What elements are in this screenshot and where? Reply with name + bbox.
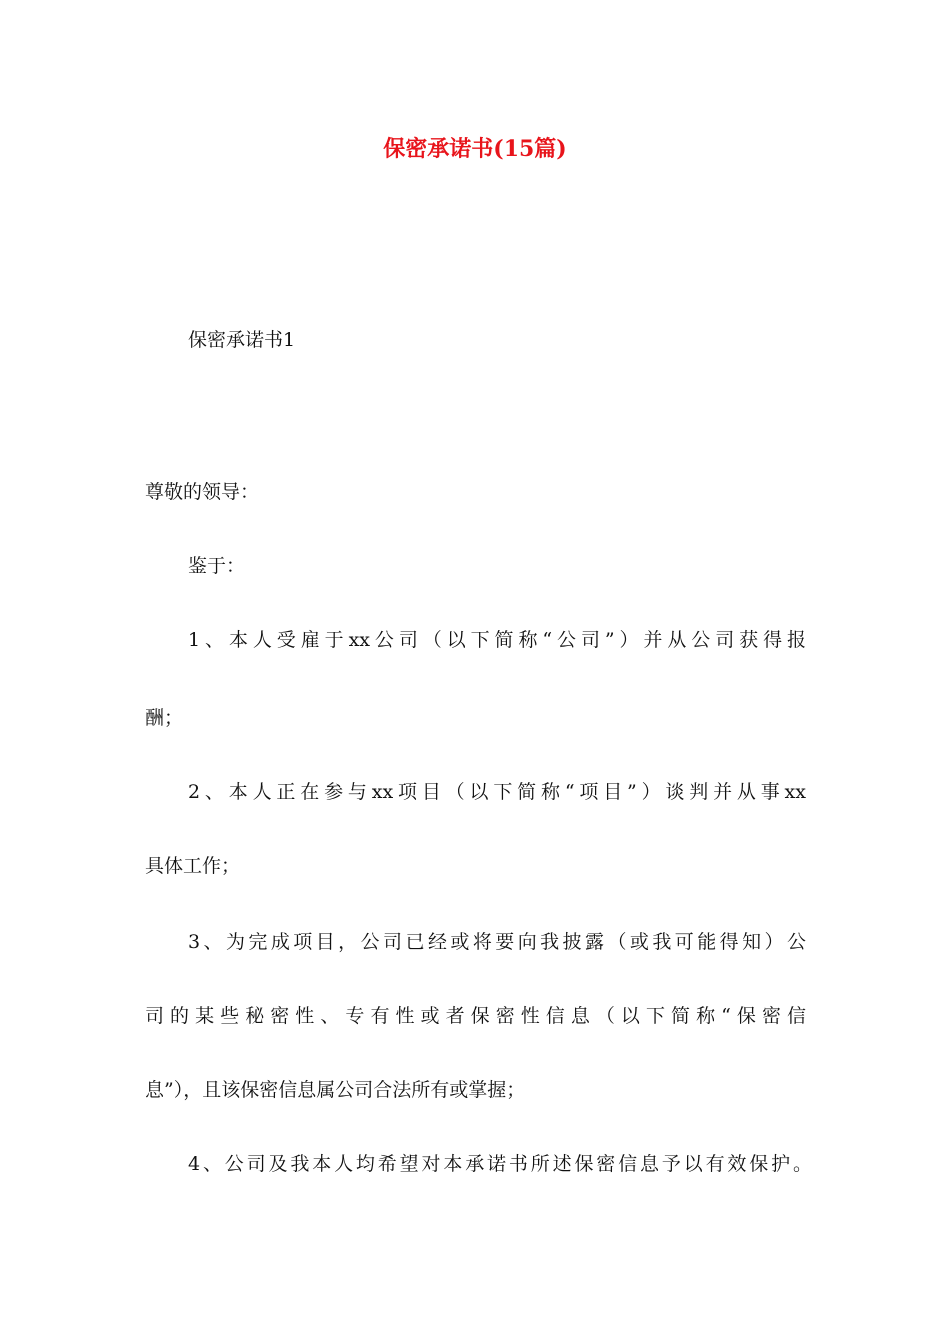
item-1-line-1: 1、本人受雇于xx公司（以下简称“公司”）并从公司获得报 xyxy=(188,629,806,651)
item-1-line-2: 酬； xyxy=(145,707,184,729)
item-2-line-2: 具体工作； xyxy=(145,855,241,877)
intro-text: 鉴于： xyxy=(188,555,246,577)
item-3-line-1: 3、为完成项目，公司已经或将要向我披露（或我可能得知）公 xyxy=(188,931,806,953)
section-heading: 保密承诺书1 xyxy=(188,329,296,351)
salutation: 尊敬的领导： xyxy=(145,481,260,503)
item-2-line-1: 2、本人正在参与xx项目（以下简称“项目”）谈判并从事xx xyxy=(188,781,806,803)
item-4-line-1: 4、公司及我本人均希望对本承诺书所述保密信息予以有效保护。 xyxy=(188,1153,812,1175)
item-3-line-2: 司的某些秘密性、专有性或者保密性信息（以下简称“保密信 xyxy=(145,1005,806,1027)
item-3-line-3: 息”），且该保密信息属公司合法所有或掌握； xyxy=(145,1079,526,1101)
page-title: 保密承诺书(15篇) xyxy=(383,136,567,162)
